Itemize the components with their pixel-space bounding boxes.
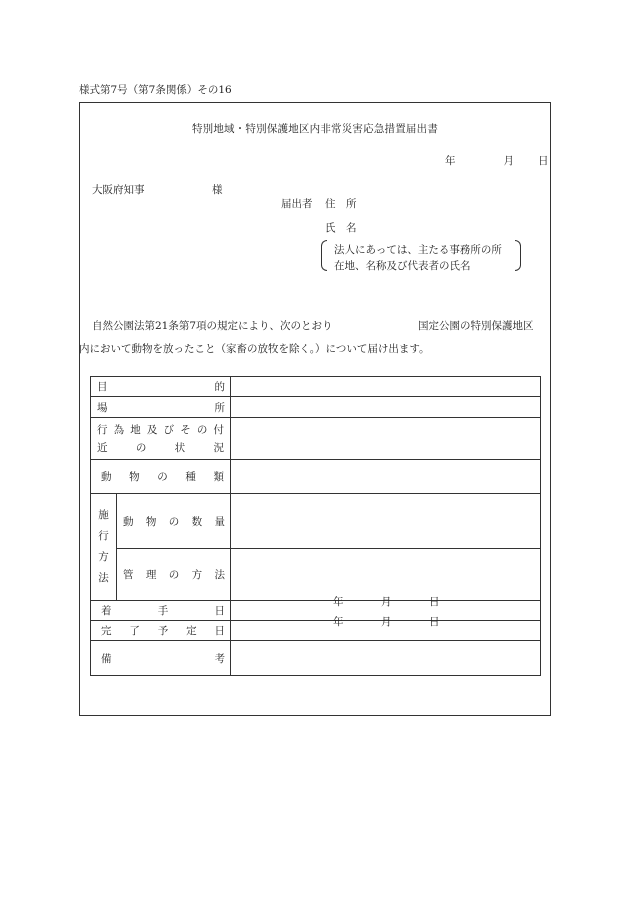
address-label: 住 所: [325, 198, 357, 210]
body-text-line1b: 国定公園の特別保護地区: [418, 320, 534, 332]
value-completion-date[interactable]: [231, 616, 541, 641]
addressee-suffix: 様: [212, 184, 223, 196]
value-place[interactable]: [231, 397, 541, 418]
label-purpose: 目 的: [91, 377, 231, 397]
label-species: 動 物 の 種 類: [91, 460, 231, 494]
corporation-note-line2: 在地、名称及び代表者の氏名: [334, 260, 471, 272]
date-month: 月: [503, 155, 514, 167]
completion-day: 日: [429, 616, 440, 628]
body-text-line1a: 自然公園法第21条第7項の規定により、次のとおり: [92, 320, 333, 332]
label-site-condition: 行 為 地 及 び そ の 付 近 の 状 況: [91, 418, 231, 460]
form-title: 特別地域・特別保護地区内非常災害応急措置届出書: [191, 123, 439, 135]
label-remarks: 備 考: [91, 641, 231, 676]
label-completion-date: 完 了 予 定 日: [91, 621, 231, 641]
value-quantity[interactable]: [231, 494, 541, 549]
completion-month: 月: [381, 616, 392, 628]
name-label: 氏 名: [325, 222, 357, 234]
label-start-date: 着 手 日: [91, 601, 231, 621]
label-quantity: 動 物 の 数 量: [117, 494, 231, 549]
date-year: 年: [445, 155, 456, 167]
body-text-line2: 内において動物を放ったこと（家畜の放牧を除く。）について届け出ます。: [79, 343, 430, 355]
start-day: 日: [429, 596, 440, 608]
label-method-group: 施 行 方 法: [91, 494, 117, 601]
notification-table: [90, 376, 541, 676]
completion-year: 年: [333, 616, 344, 628]
notifier-label: 届出者: [281, 198, 313, 210]
start-year: 年: [333, 596, 344, 608]
value-management[interactable]: [231, 549, 541, 601]
value-site-condition[interactable]: [231, 418, 541, 460]
submission-date: [445, 153, 549, 168]
date-day: 日: [538, 155, 549, 167]
value-purpose[interactable]: [231, 377, 541, 397]
label-management: 管 理 の 方 法: [117, 549, 231, 601]
value-remarks[interactable]: [231, 641, 541, 676]
addressee: 大阪府知事: [92, 184, 145, 196]
value-species[interactable]: [231, 460, 541, 494]
form-number-label: 様式第7号（第7条関係）その16: [79, 84, 232, 96]
label-place: 場 所: [91, 397, 231, 418]
start-month: 月: [381, 596, 392, 608]
corporation-note-line1: 法人にあっては、主たる事務所の所: [334, 244, 502, 256]
